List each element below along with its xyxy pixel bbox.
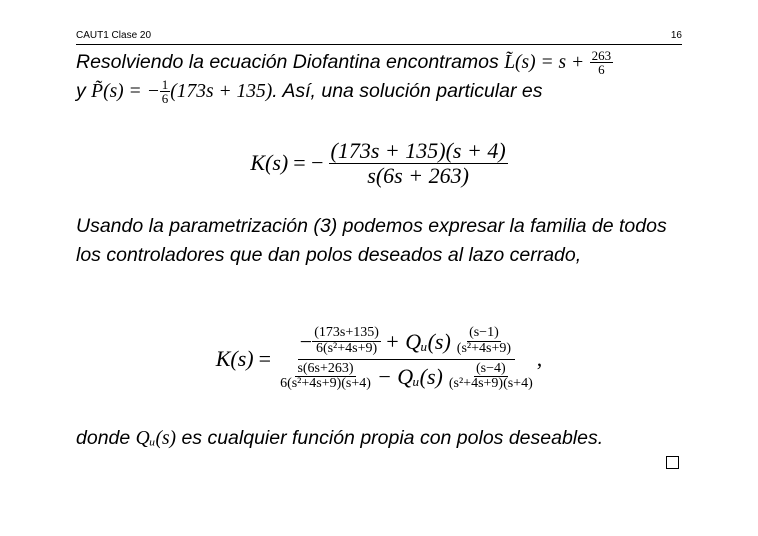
P-rest: (173s + 135) (170, 81, 273, 102)
eq1-fraction (329, 139, 508, 186)
intro-text-3: . Así, una solución particular es (272, 80, 543, 102)
P-fraction-num: 1 (161, 76, 169, 92)
parametrization-paragraph: Usando la parametrización (3) podemos expresar la familia de todos los controladores que dan polos deseados al lazo cerrado, (76, 215, 667, 266)
P-fraction (160, 78, 171, 106)
Q-symbol: Qᵤ(s) (135, 428, 177, 449)
eq2-bot-Q: − Qᵤ(s) (376, 364, 443, 390)
intro-text-1: Resolviendo la ecuación Diofantina encontramos (76, 51, 499, 73)
L-fraction-num: 263 (591, 47, 612, 63)
eq2-bot-frac1 (278, 362, 373, 392)
intro-line-2 (76, 77, 682, 106)
particular-solution-equation (0, 134, 758, 192)
eq2-numerator (298, 326, 515, 359)
L-fraction-den: 6 (598, 62, 605, 78)
eq2-bot-frac1-den: 6(s²+4s+9)(s+4) (280, 376, 371, 392)
intro-line-1 (76, 48, 682, 77)
eq1-rel: = − (293, 150, 324, 175)
eq2-lhs: K(s) (215, 346, 254, 371)
eq2-bot-frac2-num: (s−4) (475, 360, 506, 376)
P-fraction-den: 6 (161, 91, 169, 107)
L-fraction (590, 49, 614, 77)
L-expression: L̃(s) = s + (504, 52, 585, 73)
closing-text-1: donde (76, 427, 131, 449)
intro-text-2: y (76, 80, 86, 102)
eq2-top-frac1-den: 6(s²+4s+9) (315, 340, 378, 356)
qed-box-icon (666, 456, 679, 469)
eq2-rel: = (258, 346, 272, 371)
eq1-numerator: (173s + 135)(s + 4) (330, 138, 506, 164)
eq1-denominator: s(6s + 263) (367, 162, 469, 188)
eq2-denominator (276, 360, 537, 392)
eq2-top-neg: − (299, 328, 313, 354)
eq1-lhs: K(s) (250, 150, 289, 175)
closing-paragraph (76, 424, 682, 453)
eq2-main-fraction (276, 326, 537, 392)
eq2-top-frac2-num: (s−1) (469, 325, 499, 341)
eq2-top-frac1 (312, 326, 381, 356)
closing-text-2: es cualquier función propia con polos deseables. (181, 427, 604, 449)
course-title: CAUT1 Clase 20 (76, 30, 152, 41)
eq2-top-frac2-den: (s²+4s+9) (456, 340, 512, 356)
eq2-bot-frac1-num: s(6s+263) (297, 360, 354, 376)
P-expression: P̃(s) = − (91, 81, 160, 102)
eq2-bot-frac2 (447, 362, 535, 392)
page-number: 16 (670, 30, 682, 41)
eq2-top-Q: + Qᵤ(s) (384, 328, 451, 354)
slide-header (76, 30, 682, 45)
intro-paragraph (76, 48, 682, 106)
eq2-top-frac1-num: (173s+135) (314, 325, 379, 341)
eq2-bot-frac2-den: (s²+4s+9)(s+4) (448, 376, 533, 392)
eq2-top-frac2 (455, 326, 513, 356)
eq2-tail: , (536, 346, 543, 371)
controller-family-equation (0, 316, 758, 402)
